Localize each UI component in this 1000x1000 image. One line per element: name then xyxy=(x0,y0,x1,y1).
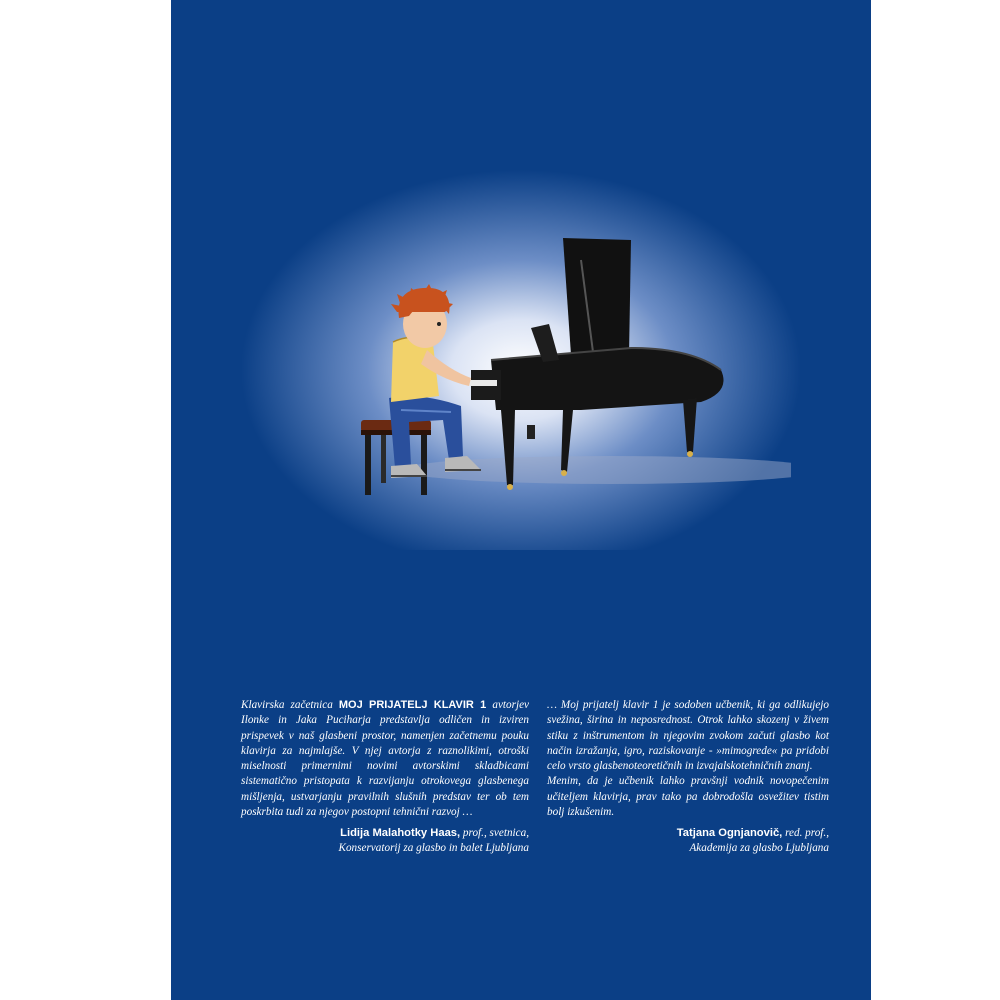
left-signature-role: prof., svetnica, xyxy=(462,827,529,840)
right-review-column xyxy=(547,698,829,856)
right-review-paragraph-2: Menim, da je učbenik lahko pravšnji vodnik novopečenim učiteljem klavirja, prav tako pa dobrodošla osvežitev tistim bolj izkušenim. xyxy=(547,775,829,819)
left-review-column xyxy=(241,698,529,856)
book-title: MOJ PRIJATELJ KLAVIR 1 xyxy=(338,699,487,711)
right-signature-role: red. prof., xyxy=(785,827,829,840)
right-signature-name: Tatjana Ognjanovič, xyxy=(676,827,783,840)
back-cover xyxy=(171,0,871,1000)
left-review-text xyxy=(241,698,529,820)
left-signature xyxy=(241,826,529,856)
left-review-body: avtorjev Ilonke in Jaka Puciharja predstavlja odličen in izviren prispevek v naš glasbeni prostor, namenjen začetnemu pouku klavirja za najmlajše. V njej avtorja z raznolikimi, otroški miselnosti primernimi novimi avtorskimi skladbicami sistematično pristopata k razvijanju otrokovega glasbenega mišljenja, ustvarjanju pravilnih slušnih predstav ter ob tem poskrbita tudi za njegov postopni tehnični razvoj … xyxy=(241,699,529,819)
right-review-paragraph-1: … Moj prijatelj klavir 1 je sodoben učbenik, ki ga odlikujejo svežina, širina in neposrednost. Otrok lahko skozenj v živem stiku z inštrumentom in njegovim zvokom začuti glasbo kot način izražanja, igro, raziskovanje - »mimogrede« pa pridobi celo vrsto glasbenoteoretičnih in izvajalskotehničnih znanj. xyxy=(547,699,829,773)
right-signature xyxy=(547,826,829,856)
boy-playing-grand-piano-illustration xyxy=(331,220,791,520)
left-review-intro: Klavirska začetnica xyxy=(241,699,333,711)
left-signature-name: Lidija Malahotky Haas, xyxy=(340,827,461,840)
right-signature-institution: Akademija za glasbo Ljubljana xyxy=(689,842,829,855)
left-signature-institution: Konservatorij za glasbo in balet Ljubljana xyxy=(338,842,529,855)
